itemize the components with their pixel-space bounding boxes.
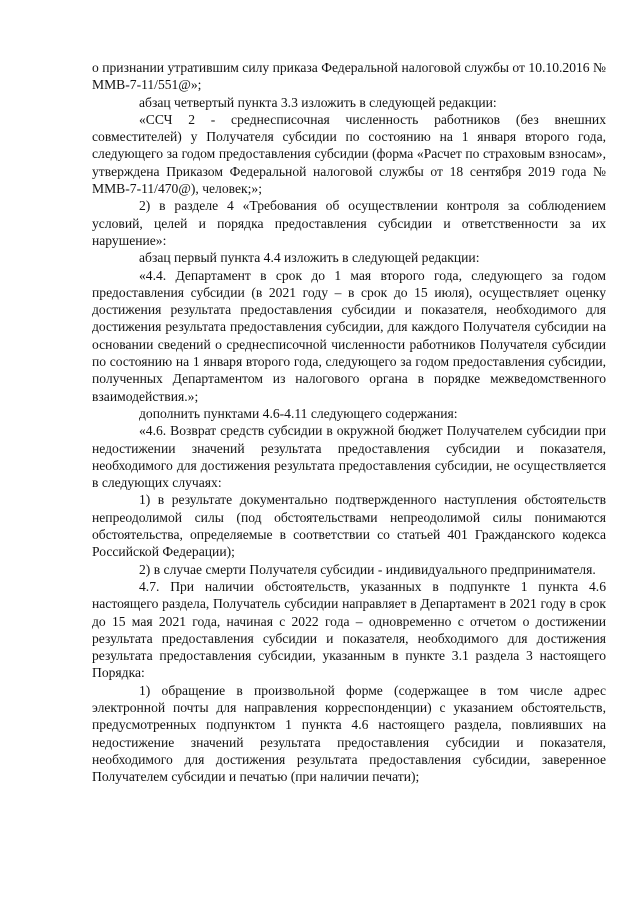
paragraph-items-4-6-4-11-intro: дополнить пунктами 4.6-4.11 следующего содержания: [139, 405, 458, 421]
paragraph-item-4-6-sub-2: 2) в случае смерти Получателя субсидии - индивидуального предпринимателя. [139, 561, 596, 577]
paragraph-item-3-3: абзац четвертый пункта 3.3 изложить в следующей редакции: [139, 94, 497, 110]
paragraph-continuation: о признании утратившим силу приказа Федеральной налоговой службы от 10.10.2016 № ММВ-7-11/551@»; [92, 60, 606, 93]
paragraph-item-4-7-sub-1: 1) обращение в произвольной форме (содержащее в том числе адрес электронной почты для направления корреспонденции) с указанием обстоятельств, предусмотренных подпунктом 1 пункта 4.6 настоящего раздела, повлиявших на недостижение значений результата предоставления субсидии и показателя, необходимого для достижения результата предоставления субсидии, заверенное Получателем субсидии и печатью (при наличии печати); [92, 682, 606, 785]
paragraph-item-4-7: 4.7. При наличии обстоятельств, указанных в подпункте 1 пункта 4.6 настоящего раздела, Получатель субсидии направляет в Департамент в 2021 году в срок до 15 мая 2021 года, начиная с 2022 года – одновременно с отчетом о достижении результата предоставления субсидии и показателя, необходимого для достижения результата предоставления субсидии, указанным в пункте 3.1 раздела 3 настоящего Порядка: [92, 578, 606, 681]
paragraph-ssch2-definition: «ССЧ 2 - среднесписочная численность работников (без внешних совместителей) у Получателя субсидии по состоянию на 1 января второго года, следующего за годом предоставления субсидии (форма «Расчет по страховым взносам», утверждена Приказом Федеральной налоговой службы от 18 сентября 2019 года № ММВ-7-11/470@), человек;»; [92, 111, 606, 197]
paragraph-item-4-6: «4.6. Возврат средств субсидии в окружной бюджет Получателем субсидии при недостижении значений результата предоставления субсидии и показателя, необходимого для достижения результата предоставления субсидии, не осуществляется в следующих случаях: [92, 423, 606, 491]
paragraph-item-4-4-intro: абзац первый пункта 4.4 изложить в следующей редакции: [139, 250, 480, 266]
paragraph-item-4-6-sub-1: 1) в результате документально подтвержденного наступления обстоятельств непреодолимой силы (под обстоятельствами непреодолимой силы понимаются обстоятельства, определяемые в соответствии со статьей 401 Гражданского кодекса Российской Федерации); [92, 492, 606, 560]
document-page [92, 59, 606, 785]
paragraph-section-4: 2) в разделе 4 «Требования об осуществлении контроля за соблюдением условий, целей и порядка предоставления субсидии и ответственности за их нарушение»: [92, 198, 606, 248]
paragraph-item-4-4: «4.4. Департамент в срок до 1 мая второго года, следующего за годом предоставления субсидии (в 2021 году – в срок до 15 июля), осуществляет оценку достижения результата предоставления субсидии и показателя, необходимого для достижения результата предоставления субсидии, для каждого Получателя субсидии на основании сведений о среднесписочной численности работников Получателя субсидии по состоянию на 1 января второго года, следующего за годом предоставления субсидии, полученных Департаментом из налогового органа в порядке межведомственного взаимодействия.»; [92, 267, 606, 404]
